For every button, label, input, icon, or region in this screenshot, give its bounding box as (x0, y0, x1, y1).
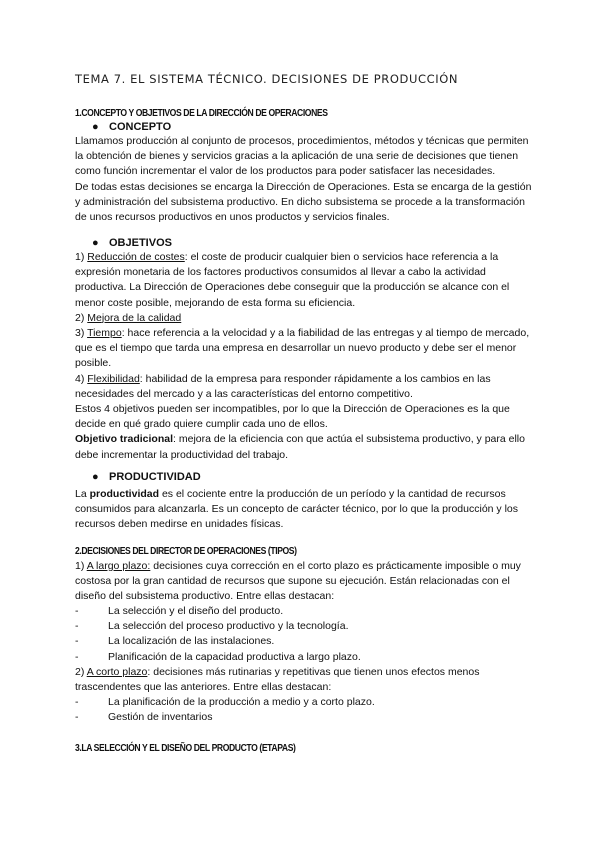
objetivo-1: 1) Reducción de costes: el coste de producir cualquier bien o servicios hace referencia a la expresión monetaria de los factores productivos consumidos al llevar a cabo la actividad productiva. La Dirección de Operaciones debe conseguir que la producción se alcance con el menor coste posible, mejorando de esta forma su eficiencia. (75, 251, 510, 309)
bullet-dot-icon: ● (92, 121, 99, 133)
bullet-concepto (92, 121, 171, 133)
bullet-dot-icon: ● (92, 237, 99, 249)
objetivos-label: OBJETIVOS (109, 237, 172, 249)
objetivo-4: 4) Flexibilidad: habilidad de la empresa para responder rápidamente a los cambios en las necesidades del mercado y a las características del entorno competitivo. (75, 372, 491, 400)
objetivos-text (75, 250, 535, 463)
objetivo-2: 2) Mejora de la calidad (75, 311, 182, 324)
list-item: - Planificación de la capacidad productiva a largo plazo. (75, 650, 361, 663)
objetivo-tradicional: Objetivo tradicional: mejora de la eficiencia con que actúa el subsistema productivo, y para ello debe incrementar la productividad del trabajo. (75, 433, 525, 461)
objetivos-note: Estos 4 objetivos pueden ser incompatibles, por lo que la Dirección de Operaciones es la que decide en qué grado quiere cumplir cada uno de ellos. (75, 403, 510, 431)
largo-plazo-list (75, 604, 535, 665)
list-item: - La selección y el diseño del producto. (75, 605, 284, 617)
concepto-paragraph-1: Llamamos producción al conjunto de procesos, procedimientos, métodos y técnicas que permiten la obtención de bienes y servicios gracias a la aplicación de una serie de decisiones que tienen como función incrementar el valor de los productos para poder satisfacer las necesidades. (75, 135, 529, 178)
list-item: - Gestión de inventarios (75, 711, 213, 724)
objetivo-3: 3) Tiempo: hace referencia a la velocidad y a la fiabilidad de las entregas y al tiempo de mercado, que es el tiempo que tarda una empresa en desarrollar un nuevo producto y debe ser el menor posible. (75, 327, 530, 370)
concepto-label: CONCEPTO (109, 121, 172, 133)
corto-plazo-text: 2) A corto plazo: decisiones más rutinarias y repetitivas que tienen unos efectos menos trascendentes que las anteriores. Entre ellas destacan: (75, 666, 480, 694)
list-item: - La localización de las instalaciones. (75, 635, 275, 648)
document-title: TEMA 7. EL SISTEMA TÉCNICO. DECISIONES DE PRODUCCIÓN (75, 72, 459, 86)
concepto-paragraph-2: De todas estas decisiones se encarga la Dirección de Operaciones. Esta se encarga de la gestión y administración del subsistema productivo. En dicho subsistema se procede a la transformación de unos recursos productivos en unos productos y servicios finales. (75, 180, 532, 224)
concepto-text (75, 134, 535, 225)
corto-plazo-list (75, 695, 535, 725)
list-item: - La selección del proceso productivo y la tecnología. (75, 620, 349, 633)
bullet-objetivos (92, 237, 172, 249)
bullet-dot-icon: ● (92, 471, 99, 483)
largo-plazo-text: 1) A largo plazo: decisiones cuya corrección en el corto plazo es prácticamente imposible o muy costosa por la gran cantidad de recursos que supone su ejecución. Están relacionadas con el diseño del subsistema productivo. Entre ellas destacan: (75, 560, 521, 603)
list-item: - La planificación de la producción a medio y a corto plazo. (75, 696, 375, 708)
bullet-productividad (92, 471, 201, 483)
productividad-text: La productividad es el cociente entre la producción de un período y la cantidad de recursos consumidos para alcanzarla. Es un concepto de carácter técnico, por lo que la producción y los recursos deben medirse en unidades físicas. (75, 488, 518, 531)
productividad-label: PRODUCTIVIDAD (109, 471, 201, 483)
section-1-heading: 1.CONCEPTO Y OBJETIVOS DE LA DIRECCIÓN DE OPERACIONES (75, 107, 328, 119)
section-3-heading: 3.LA SELECCIÓN Y EL DISEÑO DEL PRODUCTO (ETAPAS) (75, 742, 296, 754)
section-2-heading: 2.DECISIONES DEL DIRECTOR DE OPERACIONES (TIPOS) (75, 545, 297, 557)
